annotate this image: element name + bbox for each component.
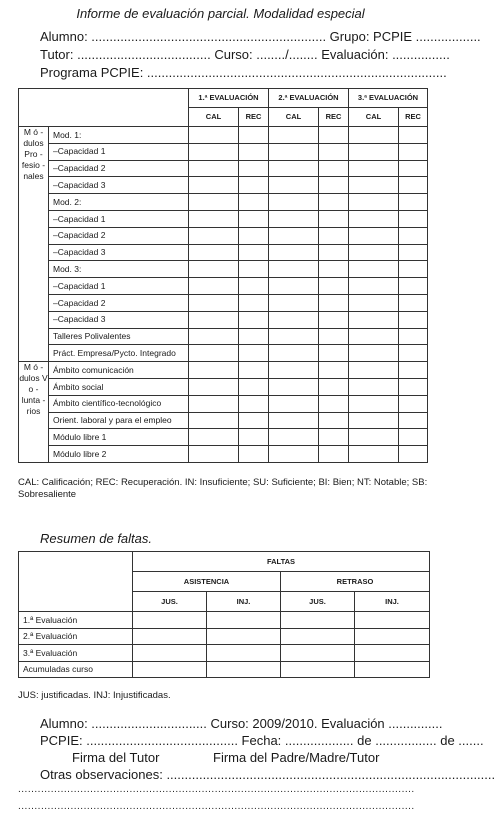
cal-cell[interactable]	[189, 429, 239, 446]
cal-cell[interactable]	[269, 378, 319, 395]
rec-cell[interactable]	[399, 227, 428, 244]
faltas-cell[interactable]	[133, 628, 207, 645]
faltas-cell[interactable]	[355, 645, 430, 662]
faltas-cell[interactable]	[207, 645, 281, 662]
cal-cell[interactable]	[189, 278, 239, 295]
modulos-voluntarios-label: M ó - dulos V o - lunta - rios	[19, 362, 49, 463]
table-row	[19, 661, 430, 678]
cal-cell[interactable]	[349, 378, 399, 395]
row-label: Mod. 3:	[49, 261, 189, 278]
cal-cell[interactable]	[189, 446, 239, 463]
cal-cell[interactable]	[189, 362, 239, 379]
cal-cell[interactable]	[189, 227, 239, 244]
observaciones-dots-2: .........................................................................................................................	[18, 801, 415, 812]
rec-cell[interactable]	[319, 412, 349, 429]
cal-cell[interactable]	[349, 143, 399, 160]
faltas-header: FALTAS	[133, 552, 430, 572]
faltas-row-label: 3.ª Evaluación	[19, 645, 133, 662]
rec-cell[interactable]	[319, 378, 349, 395]
cal-cell[interactable]	[189, 311, 239, 328]
cal-cell[interactable]	[189, 395, 239, 412]
cal-cell[interactable]	[189, 160, 239, 177]
cal-col-header: CAL	[269, 108, 319, 127]
cal-cell[interactable]	[269, 311, 319, 328]
cal-cell[interactable]	[349, 362, 399, 379]
table-row	[19, 160, 428, 177]
faltas-title: Resumen de faltas.	[40, 531, 153, 546]
cal-cell[interactable]	[269, 294, 319, 311]
rec-cell[interactable]	[239, 194, 269, 211]
programa-line: Programa PCPIE: ...................................................................................	[40, 65, 447, 80]
cal-cell[interactable]	[189, 143, 239, 160]
cal-cell[interactable]	[349, 177, 399, 194]
cal-cell[interactable]	[349, 278, 399, 295]
rec-cell[interactable]	[239, 378, 269, 395]
row-label: Módulo libre 1	[49, 429, 189, 446]
faltas-cell[interactable]	[133, 645, 207, 662]
table-row	[19, 645, 430, 662]
rec-cell[interactable]	[399, 378, 428, 395]
absences-table	[18, 551, 430, 678]
row-label: Práct. Empresa/Pycto. Integrado	[49, 345, 189, 362]
rec-cell[interactable]	[239, 160, 269, 177]
rec-cell[interactable]	[239, 294, 269, 311]
table-row	[19, 412, 428, 429]
faltas-cell[interactable]	[355, 612, 430, 629]
rec-cell[interactable]	[399, 446, 428, 463]
faltas-cell[interactable]	[207, 612, 281, 629]
table-row	[19, 261, 428, 278]
rec-cell[interactable]	[319, 160, 349, 177]
jus-col-header: JUS.	[133, 592, 207, 612]
cal-cell[interactable]	[189, 261, 239, 278]
faltas-cell[interactable]	[355, 661, 430, 678]
row-label: Ámbito científico-tecnológico	[49, 395, 189, 412]
faltas-cell[interactable]	[281, 645, 355, 662]
table-row	[19, 227, 428, 244]
table-row	[19, 345, 428, 362]
cal-col-header: CAL	[189, 108, 239, 127]
table-row	[19, 328, 428, 345]
cal-cell[interactable]	[269, 395, 319, 412]
cal-cell[interactable]	[269, 412, 319, 429]
table-row	[19, 177, 428, 194]
rec-cell[interactable]	[239, 143, 269, 160]
rec-cell[interactable]	[239, 395, 269, 412]
asistencia-header: ASISTENCIA	[133, 572, 281, 592]
alumno-grupo-line: Alumno: ................................................................. Grupo: PCPIE ..................	[40, 29, 481, 44]
cal-cell[interactable]	[269, 210, 319, 227]
faltas-cell[interactable]	[207, 628, 281, 645]
faltas-cell[interactable]	[133, 612, 207, 629]
row-label: Mod. 2:	[49, 194, 189, 211]
absences-legend: JUS: justificadas. INJ: Injustificadas.	[18, 690, 171, 701]
row-label: Talleres Polivalentes	[49, 328, 189, 345]
rec-cell[interactable]	[399, 210, 428, 227]
rec-cell[interactable]	[319, 429, 349, 446]
cal-cell[interactable]	[189, 244, 239, 261]
row-label: –Capacidad 3	[49, 311, 189, 328]
cal-cell[interactable]	[189, 210, 239, 227]
row-label: –Capacidad 1	[49, 278, 189, 295]
rec-cell[interactable]	[399, 143, 428, 160]
cal-cell[interactable]	[349, 412, 399, 429]
rec-cell[interactable]	[319, 446, 349, 463]
row-label: Mod. 1:	[49, 127, 189, 144]
table-row	[19, 311, 428, 328]
cal-cell[interactable]	[349, 294, 399, 311]
tutor-curso-line: Tutor: ..................................... Curso: ......../........ Evaluación: ................	[40, 47, 450, 62]
row-label: Ámbito comunicación	[49, 362, 189, 379]
faltas-cell[interactable]	[281, 628, 355, 645]
rec-cell[interactable]	[319, 127, 349, 144]
row-label: Ámbito social	[49, 378, 189, 395]
cal-cell[interactable]	[189, 378, 239, 395]
row-label: –Capacidad 1	[49, 210, 189, 227]
rec-cell[interactable]	[239, 177, 269, 194]
rec-cell[interactable]	[239, 261, 269, 278]
rec-cell[interactable]	[399, 395, 428, 412]
cal-cell[interactable]	[189, 127, 239, 144]
row-label: –Capacidad 2	[49, 227, 189, 244]
cal-cell[interactable]	[349, 244, 399, 261]
cal-cell[interactable]	[269, 345, 319, 362]
cal-cell[interactable]	[349, 429, 399, 446]
faltas-cell[interactable]	[207, 661, 281, 678]
cal-cell[interactable]	[349, 345, 399, 362]
rec-cell[interactable]	[319, 294, 349, 311]
table-row	[19, 362, 428, 379]
table-row	[19, 294, 428, 311]
faltas-row-label: 2.ª Evaluación	[19, 628, 133, 645]
rec-cell[interactable]	[319, 261, 349, 278]
faltas-cell[interactable]	[355, 628, 430, 645]
cal-cell[interactable]	[349, 210, 399, 227]
cal-cell[interactable]	[189, 328, 239, 345]
rec-cell[interactable]	[239, 446, 269, 463]
cal-cell[interactable]	[349, 227, 399, 244]
table-row	[19, 210, 428, 227]
cal-cell[interactable]	[269, 160, 319, 177]
table-row	[19, 378, 428, 395]
rec-cell[interactable]	[319, 177, 349, 194]
observaciones-dots-1: .........................................................................................................................	[18, 784, 415, 795]
rec-cell[interactable]	[239, 278, 269, 295]
rec-cell[interactable]	[399, 177, 428, 194]
inj-col-header: INJ.	[207, 592, 281, 612]
cal-cell[interactable]	[349, 261, 399, 278]
rec-cell[interactable]	[399, 294, 428, 311]
row-label: –Capacidad 3	[49, 244, 189, 261]
rec-cell[interactable]	[399, 429, 428, 446]
rec-cell[interactable]	[239, 345, 269, 362]
cal-cell[interactable]	[189, 294, 239, 311]
table-row	[19, 143, 428, 160]
eval-3-header: 3.ª EVALUACIÓN	[349, 89, 428, 108]
retraso-header: RETRASO	[281, 572, 430, 592]
rec-cell[interactable]	[319, 143, 349, 160]
rec-cell[interactable]	[399, 278, 428, 295]
rec-cell[interactable]	[399, 345, 428, 362]
rec-cell[interactable]	[399, 194, 428, 211]
cal-cell[interactable]	[269, 328, 319, 345]
grading-legend: CAL: Calificación; REC: Recuperación. IN: Insuficiente; SU: Suficiente; BI: Bien; NT: Notable; SB: Sobresaliente	[18, 477, 428, 500]
modulos-profesionales-label: M ó - dulos Pro - fesio - nales	[19, 127, 49, 362]
cal-cell[interactable]	[349, 160, 399, 177]
faltas-row-label: Acumuladas curso	[19, 661, 133, 678]
rec-cell[interactable]	[239, 412, 269, 429]
row-label: Módulo libre 2	[49, 446, 189, 463]
observaciones-line: Otras observaciones: ...........................................................................................	[40, 767, 495, 782]
table-row	[19, 395, 428, 412]
rec-cell[interactable]	[399, 127, 428, 144]
cal-cell[interactable]	[189, 345, 239, 362]
faltas-cell[interactable]	[133, 661, 207, 678]
table-row	[19, 612, 430, 629]
table-row	[19, 278, 428, 295]
rec-cell[interactable]	[319, 395, 349, 412]
row-label: –Capacidad 2	[49, 294, 189, 311]
cal-cell[interactable]	[269, 143, 319, 160]
rec-cell[interactable]	[319, 194, 349, 211]
rec-cell[interactable]	[239, 244, 269, 261]
cal-cell[interactable]	[349, 395, 399, 412]
inj-col-header: INJ.	[355, 592, 430, 612]
rec-cell[interactable]	[319, 227, 349, 244]
cal-cell[interactable]	[269, 227, 319, 244]
faltas-row-label: 1.ª Evaluación	[19, 612, 133, 629]
rec-cell[interactable]	[319, 210, 349, 227]
table-row	[19, 446, 428, 463]
eval-2-header: 2.ª EVALUACIÓN	[269, 89, 349, 108]
rec-cell[interactable]	[399, 261, 428, 278]
cal-cell[interactable]	[269, 177, 319, 194]
rec-cell[interactable]	[319, 345, 349, 362]
faltas-cell[interactable]	[281, 661, 355, 678]
rec-cell[interactable]	[239, 362, 269, 379]
rec-col-header: REC	[319, 108, 349, 127]
row-label: Orient. laboral y para el empleo	[49, 412, 189, 429]
rec-col-header: REC	[399, 108, 428, 127]
rec-cell[interactable]	[399, 244, 428, 261]
table-corner-cell	[19, 89, 189, 127]
rec-cell[interactable]	[319, 328, 349, 345]
faltas-corner-cell	[19, 552, 133, 612]
cal-cell[interactable]	[349, 127, 399, 144]
table-row	[19, 429, 428, 446]
cal-cell[interactable]	[349, 328, 399, 345]
rec-cell[interactable]	[399, 160, 428, 177]
rec-cell[interactable]	[319, 311, 349, 328]
rec-cell[interactable]	[239, 210, 269, 227]
cal-cell[interactable]	[269, 194, 319, 211]
report-title: Informe de evaluación parcial. Modalidad especial	[76, 6, 365, 21]
footer-alumno-line: Alumno: ................................ Curso: 2009/2010. Evaluación ...............	[40, 716, 443, 731]
row-label: –Capacidad 3	[49, 177, 189, 194]
rec-cell[interactable]	[399, 362, 428, 379]
eval-1-header: 1.ª EVALUACIÓN	[189, 89, 269, 108]
cal-cell[interactable]	[269, 446, 319, 463]
cal-col-header: CAL	[349, 108, 399, 127]
rec-cell[interactable]	[239, 227, 269, 244]
rec-col-header: REC	[239, 108, 269, 127]
table-row	[19, 194, 428, 211]
rec-cell[interactable]	[399, 328, 428, 345]
cal-cell[interactable]	[189, 177, 239, 194]
jus-col-header: JUS.	[281, 592, 355, 612]
rec-cell[interactable]	[319, 244, 349, 261]
rec-cell[interactable]	[239, 328, 269, 345]
rec-cell[interactable]	[399, 311, 428, 328]
row-label: –Capacidad 2	[49, 160, 189, 177]
cal-cell[interactable]	[269, 261, 319, 278]
cal-cell[interactable]	[269, 127, 319, 144]
cal-cell[interactable]	[269, 362, 319, 379]
firma-tutor-label: Firma del Tutor	[72, 750, 160, 765]
rec-cell[interactable]	[239, 127, 269, 144]
table-row	[19, 628, 430, 645]
row-label: –Capacidad 1	[49, 143, 189, 160]
rec-cell[interactable]	[319, 278, 349, 295]
footer-pcpie-line: PCPIE: .......................................... Fecha: ................... de ................. de .......	[40, 733, 484, 748]
table-row	[19, 244, 428, 261]
evaluation-table	[18, 88, 428, 463]
rec-cell[interactable]	[239, 429, 269, 446]
cal-cell[interactable]	[189, 412, 239, 429]
cal-cell[interactable]	[349, 311, 399, 328]
cal-cell[interactable]	[349, 194, 399, 211]
cal-cell[interactable]	[269, 429, 319, 446]
rec-cell[interactable]	[239, 311, 269, 328]
cal-cell[interactable]	[189, 194, 239, 211]
cal-cell[interactable]	[269, 278, 319, 295]
table-row	[19, 127, 428, 144]
faltas-cell[interactable]	[281, 612, 355, 629]
rec-cell[interactable]	[319, 362, 349, 379]
cal-cell[interactable]	[269, 244, 319, 261]
cal-cell[interactable]	[349, 446, 399, 463]
rec-cell[interactable]	[399, 412, 428, 429]
firma-padre-label: Firma del Padre/Madre/Tutor	[213, 750, 380, 765]
